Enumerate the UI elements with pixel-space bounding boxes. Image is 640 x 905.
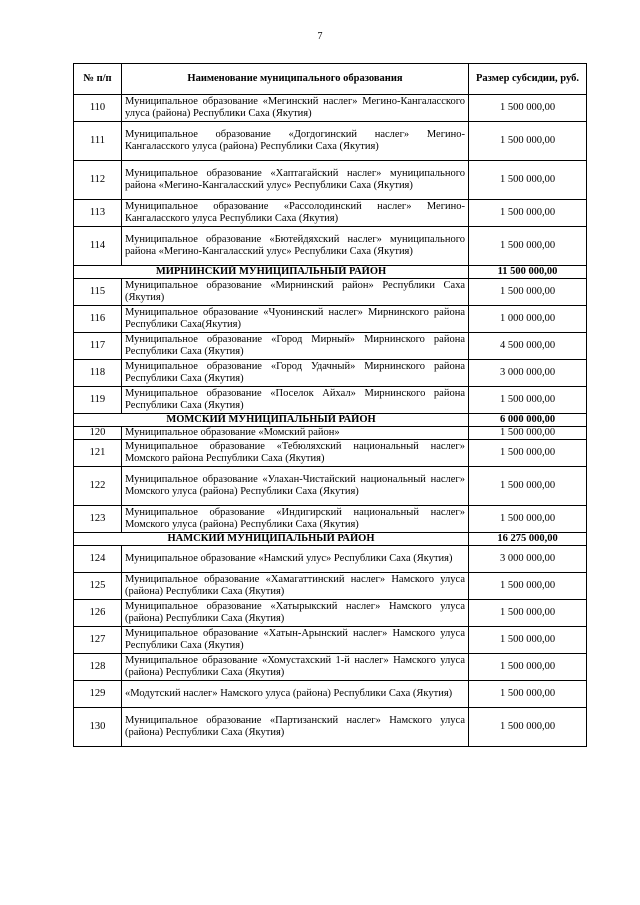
municipality-name: Муниципальное образование «Бютейдяхский наслег» муниципального района «Мегино-Кангаласский улус» Республики Саха (Якутия) (122, 227, 469, 266)
subsidy-amount: 1 500 000,00 (469, 122, 587, 161)
subsidy-amount: 1 500 000,00 (469, 440, 587, 467)
subsidy-amount: 1 500 000,00 (469, 681, 587, 708)
row-number: 117 (74, 333, 122, 360)
table-row (74, 387, 587, 414)
header-amount: Размер субсидии, руб. (469, 64, 587, 95)
header-name: Наименование муниципального образования (122, 64, 469, 95)
row-number: 113 (74, 200, 122, 227)
table-row (74, 654, 587, 681)
subsidy-table (73, 63, 587, 747)
row-number: 122 (74, 467, 122, 506)
row-number: 114 (74, 227, 122, 266)
row-number: 125 (74, 573, 122, 600)
row-number: 112 (74, 161, 122, 200)
municipality-name: Муниципальное образование «Город Удачный» Мирнинского района Республики Саха (Якутия) (122, 360, 469, 387)
subsidy-amount: 1 500 000,00 (469, 573, 587, 600)
row-number: 128 (74, 654, 122, 681)
subsidy-amount: 3 000 000,00 (469, 360, 587, 387)
table-row (74, 546, 587, 573)
table-row (74, 200, 587, 227)
subsidy-amount: 4 500 000,00 (469, 333, 587, 360)
subsidy-amount: 1 500 000,00 (469, 95, 587, 122)
subsidy-amount: 1 500 000,00 (469, 200, 587, 227)
header-number: № п/п (74, 64, 122, 95)
municipality-name: Муниципальное образование «Тебюляхский национальный наслег» Момского района Республики Саха (Якутия) (122, 440, 469, 467)
table-row (74, 360, 587, 387)
subsidy-amount: 1 500 000,00 (469, 227, 587, 266)
municipality-name: Муниципальное образование «Рассолодинский наслег» Мегино-Кангаласского улуса Республики Саха (Якутия) (122, 200, 469, 227)
district-total: 6 000 000,00 (469, 414, 587, 427)
municipality-name: Муниципальное образование «Мегинский наслег» Мегино-Кангаласского улуса (района) Республики Саха (Якутия) (122, 95, 469, 122)
municipality-name: Муниципальное образование «Хатырыкский наслег» Намского улуса (района) Республики Саха (Якутия) (122, 600, 469, 627)
row-number: 126 (74, 600, 122, 627)
municipality-name: Муниципальное образование «Хатын-Арынский наслег» Намского улуса Республики Саха (Якутия) (122, 627, 469, 654)
table-row (74, 627, 587, 654)
municipality-name: Муниципальное образование «Поселок Айхал» Мирнинского района Республики Саха (Якутия) (122, 387, 469, 414)
municipality-name: Муниципальное образование «Хомустахский 1-й наслег» Намского улуса (района) Республики Саха (Якутия) (122, 654, 469, 681)
row-number: 129 (74, 681, 122, 708)
row-number: 115 (74, 279, 122, 306)
table-row (74, 600, 587, 627)
row-number: 127 (74, 627, 122, 654)
table-row (74, 227, 587, 266)
row-number: 121 (74, 440, 122, 467)
table-row (74, 122, 587, 161)
municipality-name: Муниципальное образование «Партизанский наслег» Намского улуса (района) Республики Саха (Якутия) (122, 708, 469, 747)
table-row (74, 306, 587, 333)
subsidy-amount: 3 000 000,00 (469, 546, 587, 573)
municipality-name: Муниципальное образование «Хаптагайский наслег» муниципального района «Мегино-Кангаласский улус» Республики Саха (Якутия) (122, 161, 469, 200)
district-name: НАМСКИЙ МУНИЦИПАЛЬНЫЙ РАЙОН (74, 533, 469, 546)
table-row (74, 440, 587, 467)
row-number: 124 (74, 546, 122, 573)
table-row (74, 333, 587, 360)
page-number: 7 (317, 31, 323, 42)
table-row (74, 708, 587, 747)
municipality-name: Муниципальное образование «Мирнинский район» Республики Саха (Якутия) (122, 279, 469, 306)
table-body (74, 95, 587, 747)
subsidy-amount: 1 000 000,00 (469, 306, 587, 333)
table-row (74, 95, 587, 122)
subsidy-amount: 1 500 000,00 (469, 161, 587, 200)
municipality-name: Муниципальное образование «Намский улус» Республики Саха (Якутия) (122, 546, 469, 573)
table-row (74, 467, 587, 506)
subsidy-amount: 1 500 000,00 (469, 506, 587, 533)
district-row (74, 414, 587, 427)
table-row (74, 573, 587, 600)
row-number: 118 (74, 360, 122, 387)
subsidy-amount: 1 500 000,00 (469, 279, 587, 306)
subsidy-amount: 1 500 000,00 (469, 627, 587, 654)
table-row (74, 279, 587, 306)
district-total: 11 500 000,00 (469, 266, 587, 279)
municipality-name: Муниципальное образование «Догдогинский наслег» Мегино-Кангаласского улуса (района) Республики Саха (Якутия) (122, 122, 469, 161)
municipality-name: Муниципальное образование «Улахан-Чистайский национальный наслег» Момского улуса (района) Республики Саха (Якутия) (122, 467, 469, 506)
subsidy-amount: 1 500 000,00 (469, 654, 587, 681)
row-number: 120 (74, 427, 122, 440)
row-number: 111 (74, 122, 122, 161)
municipality-name: Муниципальное образование «Хамагаттинский наслег» Намского улуса (района) Республики Саха (Якутия) (122, 573, 469, 600)
row-number: 119 (74, 387, 122, 414)
municipality-name: Муниципальное образование «Индигирский национальный наслег» Момского улуса (района) Республики Саха (Якутия) (122, 506, 469, 533)
municipality-name: Муниципальное образование «Город Мирный» Мирнинского района Республики Саха (Якутия) (122, 333, 469, 360)
table-row (74, 681, 587, 708)
municipality-name: «Модутский наслег» Намского улуса (района) Республики Саха (Якутия) (122, 681, 469, 708)
subsidy-amount: 1 500 000,00 (469, 467, 587, 506)
district-name: МОМСКИЙ МУНИЦИПАЛЬНЫЙ РАЙОН (74, 414, 469, 427)
district-total: 16 275 000,00 (469, 533, 587, 546)
table-row (74, 161, 587, 200)
subsidy-amount: 1 500 000,00 (469, 600, 587, 627)
district-row (74, 533, 587, 546)
row-number: 110 (74, 95, 122, 122)
municipality-name: Муниципальное образование «Чуонинский наслег» Мирнинского района Республики Саха(Якутия) (122, 306, 469, 333)
row-number: 123 (74, 506, 122, 533)
row-number: 116 (74, 306, 122, 333)
district-row (74, 266, 587, 279)
subsidy-amount: 1 500 000,00 (469, 427, 587, 440)
subsidy-amount: 1 500 000,00 (469, 387, 587, 414)
table-row (74, 427, 587, 440)
subsidy-amount: 1 500 000,00 (469, 708, 587, 747)
row-number: 130 (74, 708, 122, 747)
municipality-name: Муниципальное образование «Момский район» (122, 427, 469, 440)
table-row (74, 506, 587, 533)
table-header-row (74, 64, 587, 95)
district-name: МИРНИНСКИЙ МУНИЦИПАЛЬНЫЙ РАЙОН (74, 266, 469, 279)
